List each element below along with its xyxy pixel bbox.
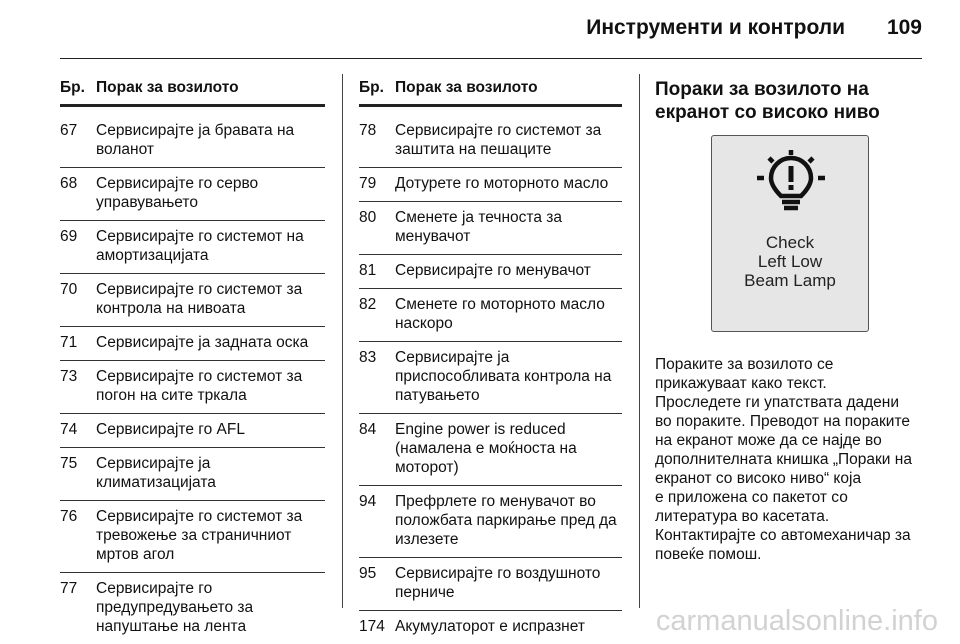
row-number: 75 [60, 455, 78, 472]
table-row [359, 486, 622, 558]
table-row [359, 202, 622, 255]
table-row [60, 414, 325, 448]
table-row [60, 168, 325, 221]
table-row [60, 501, 325, 573]
row-message: Дотурете го моторното масло [395, 175, 609, 192]
row-number: 78 [359, 122, 377, 139]
table-row [60, 115, 325, 168]
table-row [359, 342, 622, 414]
row-number: 84 [359, 421, 377, 438]
row-number: 94 [359, 493, 377, 510]
row-number: 77 [60, 580, 78, 597]
table-row [359, 289, 622, 342]
table-header [60, 78, 325, 107]
row-number: 95 [359, 565, 377, 582]
display-illustration [711, 135, 869, 332]
table-row [60, 448, 325, 501]
table-rows [60, 115, 325, 644]
page-header-title: Инструменти и контроли [586, 16, 845, 39]
row-message: Сервисирајте го предупредувањето за напуштање на лента [96, 580, 254, 635]
table-row [60, 327, 325, 361]
row-message: Сервисирајте го системот на амортизацијата [96, 228, 304, 264]
table-row [60, 573, 325, 644]
row-message: Сервисирајте го серво управувањето [96, 175, 259, 211]
display-message [712, 233, 868, 290]
table-row [60, 221, 325, 274]
header-number-label: Бр. [60, 79, 85, 96]
section-title-line2: екранот со високо ниво [655, 102, 880, 123]
row-message: Сервисирајте го менувачот [395, 262, 591, 279]
row-message: Сменете ја течноста за менувачот [395, 209, 562, 245]
row-message: Сервисирајте ја задната оска [96, 334, 309, 351]
table-row [359, 611, 622, 644]
row-message: Сервисирајте ја приспособливата контрола на патувањето [395, 349, 612, 404]
row-number: 68 [60, 175, 78, 192]
row-message: Сервисирајте го системот за тревожење за страничниот мртов агол [96, 508, 303, 563]
row-number: 82 [359, 296, 377, 313]
row-message: Сервисирајте го системот за контрола на нивоата [96, 281, 303, 317]
row-number: 76 [60, 508, 78, 525]
row-message: Сервисирајте го системот за погон на сите тркала [96, 368, 303, 404]
header-rule [60, 58, 922, 59]
row-number: 80 [359, 209, 377, 226]
display-line-3: Beam Lamp [744, 271, 836, 290]
row-number: 67 [60, 122, 78, 139]
table-row [359, 168, 622, 202]
header-number-label: Бр. [359, 79, 384, 96]
row-message: Сменете го моторното масло наскоро [395, 296, 605, 332]
watermark: carmanualsonline.info [655, 605, 938, 637]
column-divider-2 [639, 74, 640, 608]
table-row [359, 558, 622, 611]
table-header [359, 78, 622, 107]
row-number: 83 [359, 349, 377, 366]
row-message: Сервисирајте го воздушното перниче [395, 565, 601, 601]
row-number: 70 [60, 281, 78, 298]
bulb-warning-icon [755, 148, 827, 220]
row-number: 79 [359, 175, 377, 192]
display-line-1: Check [765, 233, 815, 252]
page-number: 109 [886, 16, 922, 39]
table-row [359, 255, 622, 289]
display-line-2: Left Low [757, 252, 823, 271]
row-message: Сервисирајте го системот за заштита на пешаците [395, 122, 602, 158]
row-number: 74 [60, 421, 78, 438]
row-number: 69 [60, 228, 78, 245]
row-number: 174 [359, 618, 385, 635]
header-message-label: Порак за возилото [96, 79, 239, 96]
section-heading [655, 78, 925, 124]
row-number: 73 [60, 368, 78, 385]
column-divider-1 [342, 74, 343, 608]
header-message-label: Порак за возилото [395, 79, 538, 96]
table-row [60, 361, 325, 414]
row-message: Префрлете го менувачот во положбата паркирање пред да излезете [395, 493, 617, 548]
table-rows [359, 115, 622, 644]
row-number: 81 [359, 262, 377, 279]
row-message: Engine power is reduced (намалена е моќноста на моторот) [395, 421, 577, 476]
table-row [359, 414, 622, 486]
messages-table-right [359, 78, 622, 644]
row-message: Сервисирајте го AFL [96, 421, 245, 438]
section-title-line1: Пораки за возилото на [655, 79, 869, 100]
table-row [359, 115, 622, 168]
row-message: Сервисирајте ја климатизацијата [96, 455, 216, 491]
row-number: 71 [60, 334, 78, 351]
section-paragraph: Пораките за возилото се прикажуваат како текст. Проследете ги упатствата дадени во пораките. Преводот на пораките на екранот може да се најде во дополнителната книшка „Пораки на екранот со високо ниво“ која е приложена со пакетот со литература во касетата. Контактирајте со автомеханичар за повеќе помош. [655, 356, 912, 563]
row-message: Акумулаторот е испразнет [395, 618, 585, 635]
messages-table-left [60, 78, 325, 644]
table-row [60, 274, 325, 327]
row-message: Сервисирајте ја бравата на воланот [96, 122, 295, 158]
